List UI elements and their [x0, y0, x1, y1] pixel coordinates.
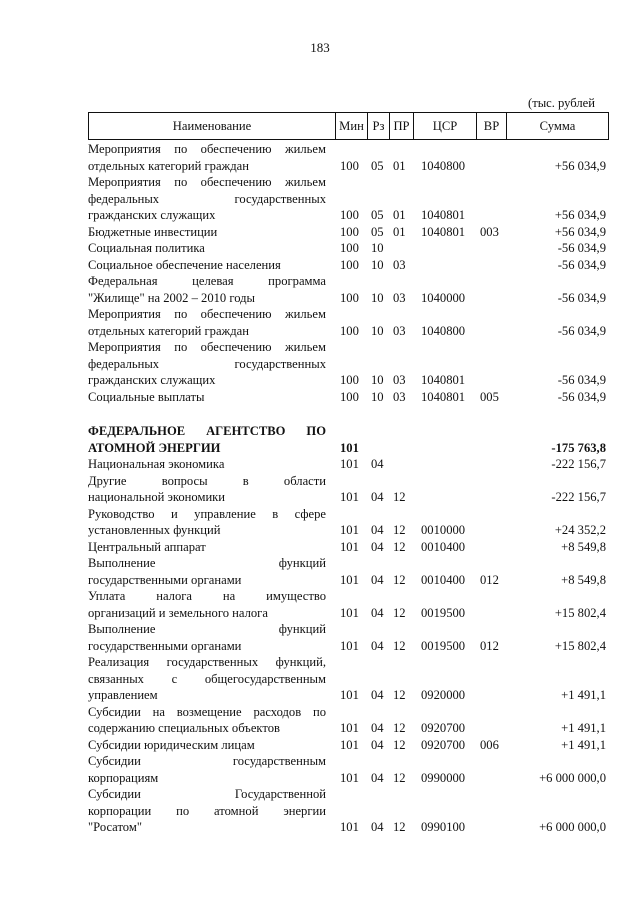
- row-name-line: установленных функций: [88, 523, 221, 537]
- cell-min: 100: [340, 389, 359, 404]
- row-name-line: Субсидии государственным: [88, 754, 326, 768]
- header-csr: ЦСР: [414, 113, 477, 140]
- row-name-line: Уплата налога на имущество: [88, 589, 326, 603]
- table-row: [0, 506, 640, 539]
- table-row: [0, 423, 640, 456]
- cell-min: 100: [340, 224, 359, 239]
- cell-rz: 10: [371, 257, 384, 272]
- cell-sum: +6 000 000,0: [539, 820, 606, 834]
- table-row: [0, 704, 640, 737]
- cell-sum: +56 034,9: [554, 224, 606, 239]
- cell-sum: +8 549,8: [561, 572, 606, 587]
- cell-min: 101: [340, 737, 359, 752]
- row-name-line: национальной экономики: [88, 490, 226, 504]
- row-name-line: отдельных категорий граждан: [88, 158, 249, 173]
- cell-sum: -222 156,7: [551, 490, 606, 504]
- cell-min: 101: [340, 440, 359, 455]
- cell-min: 101: [340, 721, 359, 735]
- cell-pr: 12: [393, 737, 406, 752]
- cell-csr: 0010400: [421, 572, 466, 587]
- row-name: [88, 786, 326, 836]
- cell-pr: 03: [393, 323, 406, 338]
- cell-min: 100: [340, 257, 359, 272]
- cell-vr: 012: [480, 572, 499, 587]
- row-name-line: "Жилище" на 2002 – 2010 годы: [88, 290, 256, 305]
- cell-rz: 05: [371, 158, 384, 173]
- table-row: [0, 456, 640, 473]
- row-name: [88, 141, 326, 174]
- cell-rz: 04: [371, 638, 384, 653]
- table-row: [0, 273, 640, 306]
- table-row: [0, 339, 640, 389]
- row-name: [88, 473, 326, 506]
- cell-csr: 1040801: [421, 208, 466, 222]
- table-row: [0, 224, 640, 241]
- row-name-line: государственными органами: [88, 572, 242, 587]
- cell-sum: +15 802,4: [554, 638, 606, 653]
- row-name-line: федеральных государственных: [88, 191, 326, 206]
- cell-vr: 005: [480, 389, 499, 404]
- table-row: [0, 737, 640, 754]
- table-header: [88, 112, 609, 140]
- row-name-line: АТОМНОЙ ЭНЕРГИИ: [88, 440, 221, 455]
- cell-sum: +15 802,4: [554, 605, 606, 620]
- row-name-line: корпорациям: [88, 770, 159, 785]
- table-row: [0, 473, 640, 506]
- cell-sum: +8 549,8: [561, 539, 606, 554]
- header-vr: ВР: [477, 113, 507, 140]
- cell-rz: 04: [371, 605, 384, 620]
- row-name-line: Реализация государственных функций,: [88, 655, 326, 669]
- cell-csr: 0920700: [421, 721, 466, 735]
- cell-pr: 03: [393, 257, 406, 272]
- row-name-line: федеральных государственных: [88, 356, 326, 371]
- cell-rz: 04: [371, 721, 384, 735]
- cell-min: 101: [340, 770, 359, 785]
- row-name: [88, 753, 326, 786]
- row-name-line: Субсидии Государственной: [88, 787, 326, 801]
- cell-rz: 05: [371, 208, 384, 222]
- row-name-line: Другие вопросы в области: [88, 473, 326, 488]
- cell-vr: 003: [480, 224, 499, 239]
- row-name-line: "Росатом": [88, 820, 142, 834]
- table-row: [0, 306, 640, 339]
- row-name-line: Национальная экономика: [88, 457, 225, 471]
- cell-min: 100: [340, 323, 359, 338]
- cell-vr: 006: [480, 737, 499, 752]
- row-name: [88, 174, 326, 224]
- cell-rz: 04: [371, 770, 384, 785]
- table-row: [0, 539, 640, 556]
- table-row: [0, 588, 640, 621]
- table-row: [0, 654, 640, 704]
- row-name-line: корпорации по атомной энергии: [88, 803, 326, 818]
- cell-csr: 1040800: [421, 158, 466, 173]
- row-name-line: Социальное обеспечение населения: [88, 257, 281, 272]
- cell-pr: 12: [393, 605, 406, 620]
- units-note: (тыс. рублей: [528, 96, 596, 110]
- row-name: [88, 240, 326, 257]
- cell-sum: +1 491,1: [561, 737, 606, 752]
- cell-csr: 1040000: [421, 290, 466, 305]
- table-row: [0, 389, 640, 406]
- header-name: Наименование: [89, 113, 336, 140]
- cell-min: 101: [340, 523, 359, 537]
- cell-min: 100: [340, 290, 359, 305]
- cell-min: 101: [340, 490, 359, 504]
- row-name-line: Выполнение функций: [88, 622, 326, 636]
- cell-pr: 12: [393, 490, 406, 504]
- row-name-line: Федеральная целевая программа: [88, 274, 326, 288]
- cell-min: 100: [340, 373, 359, 387]
- cell-min: 101: [340, 688, 359, 702]
- cell-csr: 0010400: [421, 539, 466, 554]
- cell-sum: +1 491,1: [561, 721, 606, 735]
- row-name: [88, 423, 326, 456]
- row-name-line: организаций и земельного налога: [88, 605, 268, 620]
- row-name: [88, 389, 326, 406]
- cell-csr: 0990100: [421, 820, 466, 834]
- row-name-line: Субсидии на возмещение расходов по: [88, 704, 326, 719]
- cell-csr: 0990000: [421, 770, 466, 785]
- cell-min: 101: [340, 820, 359, 834]
- header-min: Мин: [336, 113, 368, 140]
- cell-pr: 12: [393, 638, 406, 653]
- page-number: 183: [310, 40, 330, 55]
- table-row: [0, 257, 640, 274]
- cell-sum: -222 156,7: [551, 457, 606, 471]
- cell-min: 100: [340, 241, 359, 255]
- cell-sum: +56 034,9: [554, 208, 606, 222]
- cell-rz: 04: [371, 523, 384, 537]
- row-name-line: управлением: [88, 688, 158, 702]
- cell-rz: 04: [371, 820, 384, 834]
- cell-rz: 10: [371, 323, 384, 338]
- cell-csr: 0010000: [421, 523, 466, 537]
- cell-pr: 01: [393, 208, 406, 222]
- cell-rz: 05: [371, 224, 384, 239]
- row-name-line: Мероприятия по обеспечению жильем: [88, 175, 326, 189]
- row-name-line: Социальная политика: [88, 241, 205, 255]
- table-body: [0, 141, 640, 836]
- cell-csr: 0920700: [421, 737, 466, 752]
- row-name: [88, 621, 326, 654]
- cell-csr: 1040801: [421, 224, 466, 239]
- table-row: [0, 786, 640, 836]
- row-name: [88, 306, 326, 339]
- cell-pr: 12: [393, 770, 406, 785]
- row-name-line: Мероприятия по обеспечению жильем: [88, 307, 326, 321]
- row-name-line: ФЕДЕРАЛЬНОЕ АГЕНТСТВО ПО: [88, 424, 326, 438]
- table-row: [0, 621, 640, 654]
- row-name-line: Руководство и управление в сфере: [88, 506, 326, 521]
- cell-rz: 10: [371, 241, 384, 255]
- cell-min: 100: [340, 158, 359, 173]
- cell-pr: 12: [393, 539, 406, 554]
- table-row: [0, 555, 640, 588]
- cell-sum: +56 034,9: [554, 158, 606, 173]
- cell-min: 101: [340, 539, 359, 554]
- table-row: [0, 174, 640, 224]
- cell-sum: +24 352,2: [554, 523, 606, 537]
- row-name-line: Выполнение функций: [88, 556, 326, 570]
- row-name: [88, 588, 326, 621]
- cell-pr: 01: [393, 158, 406, 173]
- header-rz: Рз: [368, 113, 390, 140]
- row-name: [88, 224, 326, 241]
- cell-pr: 12: [393, 572, 406, 587]
- cell-pr: 12: [393, 721, 406, 735]
- cell-pr: 03: [393, 373, 406, 387]
- cell-rz: 10: [371, 373, 384, 387]
- cell-sum: -56 034,9: [557, 389, 606, 404]
- cell-rz: 10: [371, 290, 384, 305]
- table-row: [0, 240, 640, 257]
- cell-pr: 03: [393, 290, 406, 305]
- row-name: [88, 506, 326, 539]
- cell-sum: -56 034,9: [557, 323, 606, 338]
- cell-sum: +6 000 000,0: [539, 770, 606, 785]
- cell-rz: 04: [371, 688, 384, 702]
- cell-min: 101: [340, 572, 359, 587]
- row-name-line: содержанию специальных объектов: [88, 721, 280, 735]
- row-name-line: гражданских служащих: [88, 208, 216, 222]
- row-name-line: связанных с общегосударственным: [88, 671, 326, 686]
- table-row: [0, 141, 640, 174]
- row-name: [88, 654, 326, 704]
- row-name: [88, 456, 326, 473]
- row-name-line: Центральный аппарат: [88, 539, 206, 554]
- row-name-line: государственными органами: [88, 638, 242, 653]
- row-name-line: Бюджетные инвестиции: [88, 224, 218, 239]
- row-name-line: Мероприятия по обеспечению жильем: [88, 340, 326, 354]
- cell-csr: 1040801: [421, 373, 466, 387]
- row-name: [88, 737, 326, 754]
- cell-rz: 04: [371, 457, 384, 471]
- row-name-line: Субсидии юридическим лицам: [88, 737, 255, 752]
- cell-csr: 1040801: [421, 389, 466, 404]
- cell-pr: 12: [393, 523, 406, 537]
- cell-csr: 1040800: [421, 323, 466, 338]
- row-name: [88, 555, 326, 588]
- cell-rz: 04: [371, 572, 384, 587]
- row-name: [88, 539, 326, 556]
- header-sum: Сумма: [507, 113, 609, 140]
- row-name-line: Социальные выплаты: [88, 389, 205, 404]
- cell-rz: 04: [371, 539, 384, 554]
- cell-csr: 0019500: [421, 605, 466, 620]
- cell-sum: +1 491,1: [561, 688, 606, 702]
- row-name: [88, 273, 326, 306]
- cell-rz: 10: [371, 389, 384, 404]
- cell-vr: 012: [480, 638, 499, 653]
- cell-sum: -56 034,9: [557, 241, 606, 255]
- row-spacer: [0, 405, 640, 423]
- row-name: [88, 339, 326, 389]
- cell-csr: 0920000: [421, 688, 466, 702]
- cell-csr: 0019500: [421, 638, 466, 653]
- table-row: [0, 753, 640, 786]
- row-name-line: гражданских служащих: [88, 373, 216, 387]
- cell-sum: -56 034,9: [557, 290, 606, 305]
- cell-pr: 12: [393, 688, 406, 702]
- cell-pr: 12: [393, 820, 406, 834]
- cell-min: 101: [340, 457, 359, 471]
- cell-rz: 04: [371, 737, 384, 752]
- cell-pr: 01: [393, 224, 406, 239]
- cell-min: 101: [340, 605, 359, 620]
- row-name-line: Мероприятия по обеспечению жильем: [88, 142, 326, 156]
- row-name: [88, 257, 326, 274]
- cell-pr: 03: [393, 389, 406, 404]
- row-name-line: отдельных категорий граждан: [88, 323, 249, 338]
- cell-min: 101: [340, 638, 359, 653]
- header-pr: ПР: [390, 113, 414, 140]
- cell-rz: 04: [371, 490, 384, 504]
- row-name: [88, 704, 326, 737]
- cell-sum: -56 034,9: [557, 257, 606, 272]
- cell-sum: -175 763,8: [551, 440, 606, 455]
- cell-min: 100: [340, 208, 359, 222]
- cell-sum: -56 034,9: [557, 373, 606, 387]
